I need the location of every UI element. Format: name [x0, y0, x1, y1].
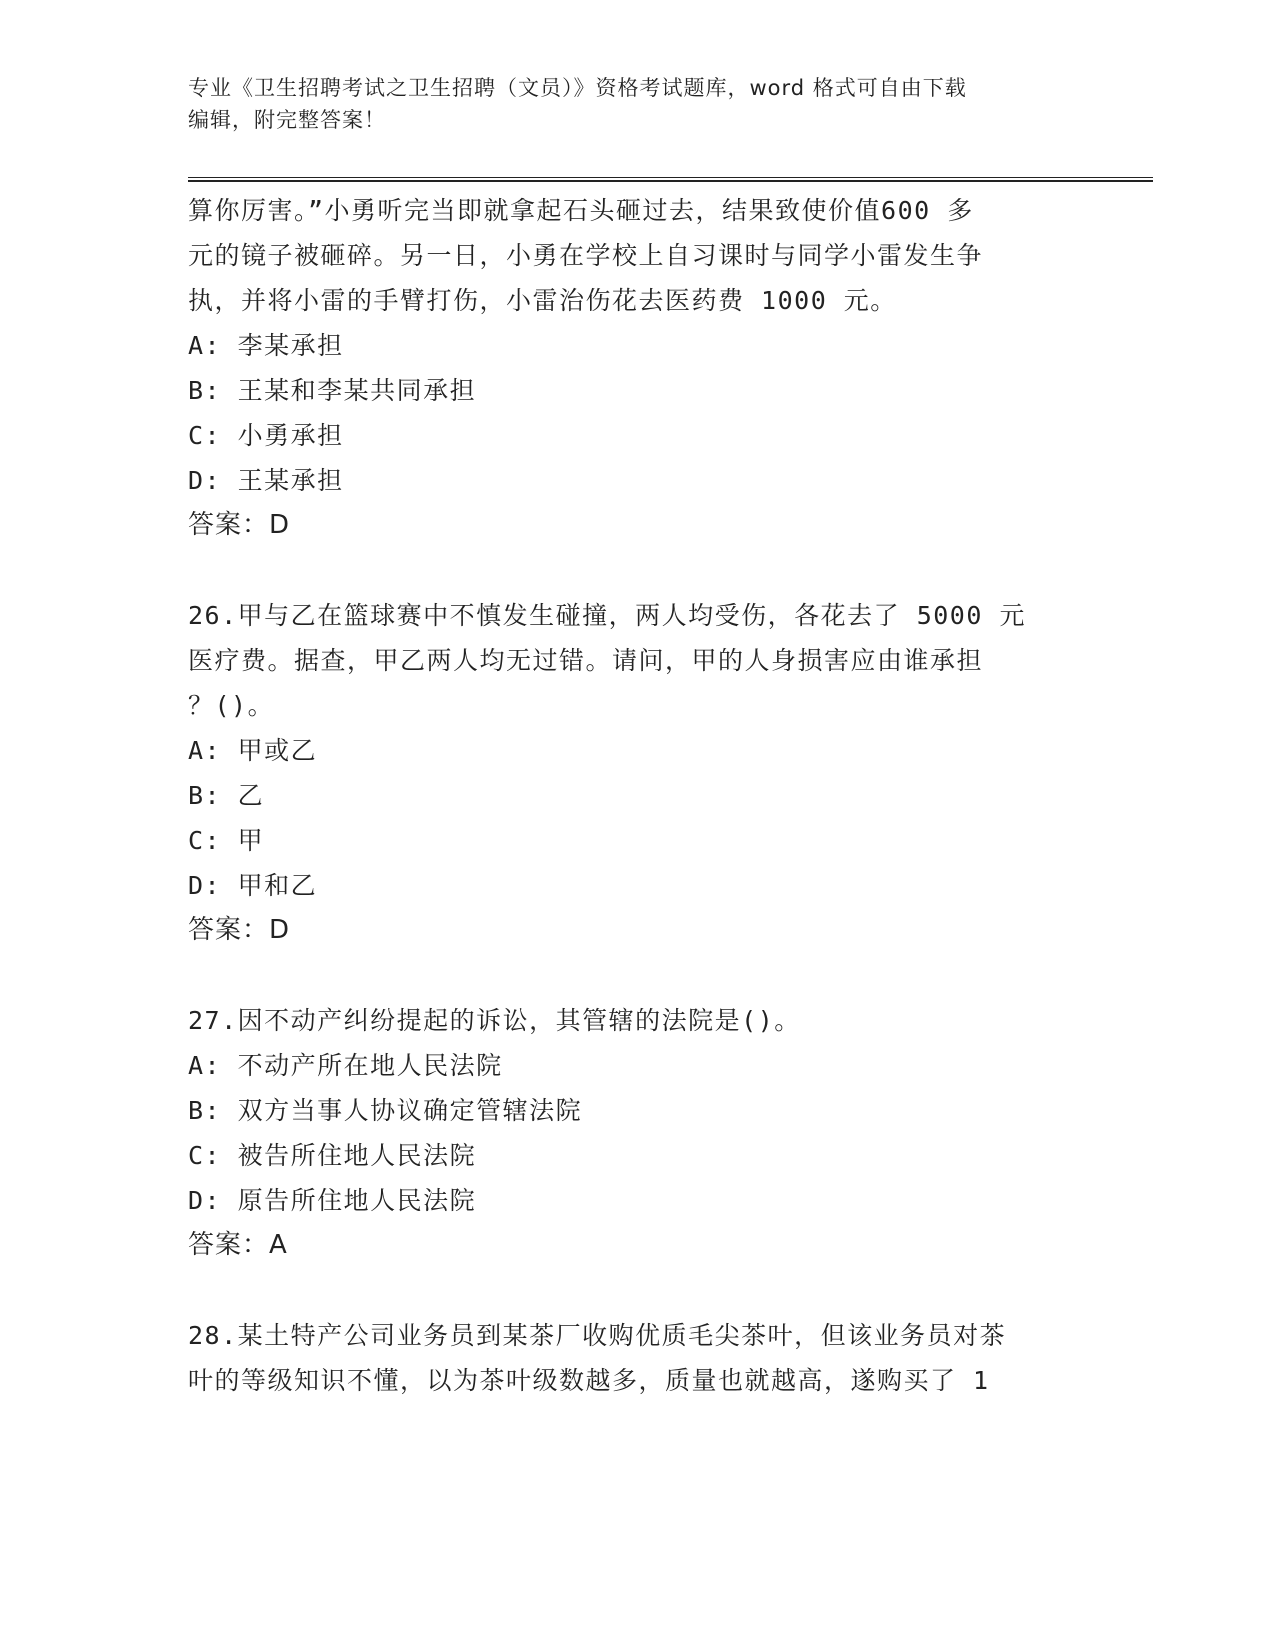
question-stem-line: 28.某土特产公司业务员到某茶厂收购优质毛尖茶叶，但该业务员对茶 — [188, 1321, 1007, 1350]
option-d: D: 王某承担 — [188, 466, 344, 495]
question-stem-line: 执，并将小雷的手臂打伤，小雷治伤花去医药费 1000 元。 — [188, 286, 897, 315]
option-a: A: 李某承担 — [188, 331, 344, 360]
header-line-1: 专业《卫生招聘考试之卫生招聘（文员）》资格考试题库，word 格式可自由下载 — [188, 76, 967, 100]
option-b: B: 王某和李某共同承担 — [188, 376, 477, 405]
question-stem-line: ？()。 — [188, 691, 275, 720]
question-stem-line: 医疗费。据查，甲乙两人均无过错。请问，甲的人身损害应由谁承担 — [188, 646, 984, 675]
question-25 — [188, 188, 1088, 548]
option-d: D: 甲和乙 — [188, 871, 318, 900]
question-27 — [188, 998, 1088, 1268]
option-d: D: 原告所住地人民法院 — [188, 1186, 477, 1215]
option-b: B: 乙 — [188, 781, 265, 810]
question-stem-line: 算你厉害。”小勇听完当即就拿起石头砸过去，结果致使价值600 多 — [188, 196, 974, 225]
answer-line: 答案：A — [188, 1230, 288, 1260]
answer-line: 答案：D — [188, 915, 291, 945]
spacer — [188, 1268, 1088, 1313]
header-line-2: 编辑，附完整答案！ — [188, 108, 386, 132]
question-26 — [188, 593, 1088, 953]
question-list — [188, 188, 1088, 1403]
answer-line: 答案：D — [188, 510, 291, 540]
question-stem-line: 27.因不动产纠纷提起的诉讼，其管辖的法院是()。 — [188, 1006, 801, 1035]
spacer — [188, 548, 1088, 593]
option-c: C: 被告所住地人民法院 — [188, 1141, 477, 1170]
option-c: C: 小勇承担 — [188, 421, 344, 450]
option-a: A: 不动产所在地人民法院 — [188, 1051, 503, 1080]
option-c: C: 甲 — [188, 826, 265, 855]
question-28 — [188, 1313, 1088, 1403]
spacer — [188, 953, 1088, 998]
option-a: A: 甲或乙 — [188, 736, 318, 765]
page-header — [188, 72, 1068, 136]
question-stem-line: 26.甲与乙在篮球赛中不慎发生碰撞，两人均受伤，各花去了 5000 元 — [188, 601, 1026, 630]
question-stem-line: 叶的等级知识不懂，以为茶叶级数越多，质量也就越高，遂购买了 1 — [188, 1366, 990, 1395]
header-divider — [188, 177, 1153, 182]
option-b: B: 双方当事人协议确定管辖法院 — [188, 1096, 583, 1125]
question-stem-line: 元的镜子被砸碎。另一日，小勇在学校上自习课时与同学小雷发生争 — [188, 241, 984, 270]
